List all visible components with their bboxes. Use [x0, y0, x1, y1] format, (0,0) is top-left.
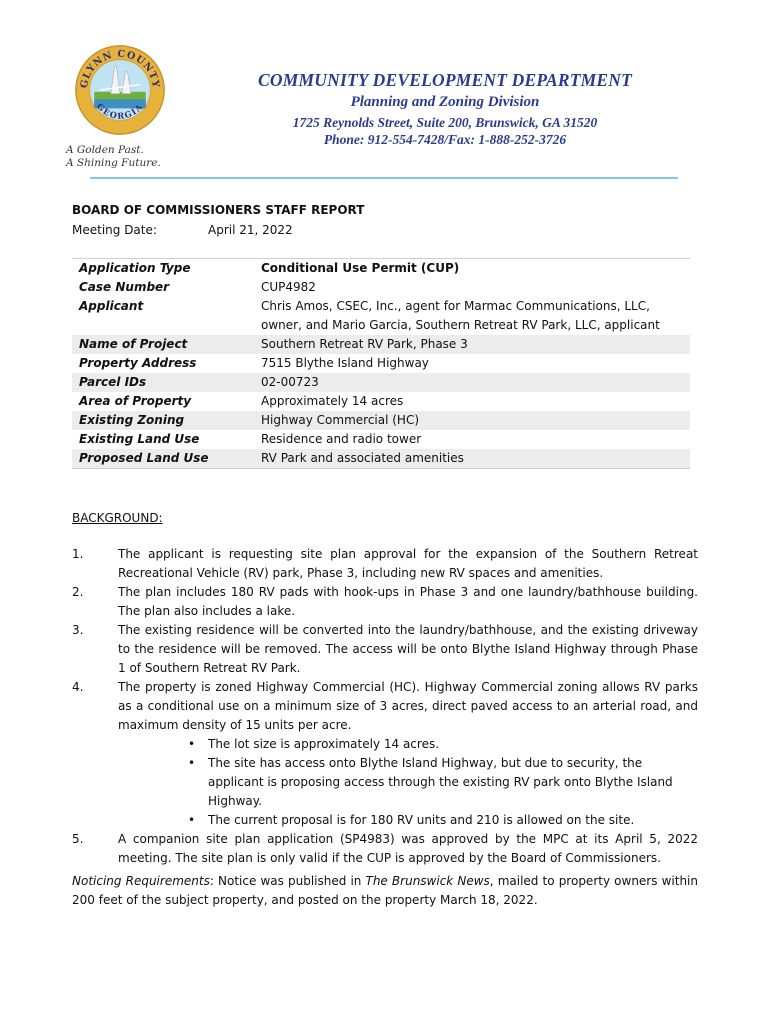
item-text: The property is zoned Highway Commercial (HC). Highway Commercial zoning allows RV parks as a conditional use on a minimum size of 3 acres, direct paved access to an arterial road, and maximum density of 15 units per acre. — [118, 680, 698, 732]
tagline-line-1: A Golden Past. — [66, 144, 144, 156]
info-label: Property Address — [79, 356, 197, 370]
info-label: Proposed Land Use — [72, 449, 254, 469]
background-list — [72, 545, 698, 868]
department-name: COMMUNITY DEVELOPMENT DEPARTMENT — [258, 70, 632, 90]
meeting-date-line — [72, 223, 293, 237]
info-value: Residence and radio tower — [261, 432, 422, 446]
info-label: Applicant — [79, 299, 144, 313]
table-row — [72, 430, 690, 449]
application-info-table — [72, 258, 690, 469]
seal-bottom-text: GEORGIA — [94, 101, 146, 121]
info-value: Southern Retreat RV Park, Phase 3 — [254, 335, 690, 354]
list-item — [72, 830, 698, 868]
notice-text-1: : Notice was published in — [209, 874, 366, 888]
table-row — [72, 392, 690, 411]
info-label: Application Type — [72, 259, 254, 279]
notice-label: Noticing Requirements — [72, 874, 210, 888]
county-tagline — [66, 144, 161, 170]
info-label: Existing Land Use — [79, 432, 200, 446]
table-row — [72, 354, 690, 373]
division-name: Planning and Zoning Division — [350, 94, 540, 110]
info-value: RV Park and associated amenities — [254, 449, 690, 469]
item-text: A companion site plan application (SP4983) was approved by the MPC at its April 5, 2022 meeting. The site plan is only valid if the CUP is approved by the Board of Commissioners. — [118, 832, 698, 865]
table-row — [72, 373, 690, 392]
table-row — [72, 259, 690, 279]
table-row — [72, 335, 690, 354]
info-value: 7515 Blythe Island Highway — [261, 356, 429, 370]
table-row — [72, 278, 690, 297]
table-row — [72, 297, 690, 335]
item-text: The plan includes 180 RV pads with hook-ups in Phase 3 and one laundry/bathhouse building. The plan also includes a lake. — [118, 585, 698, 618]
header-divider — [90, 177, 678, 179]
info-value: Conditional Use Permit (CUP) — [254, 259, 690, 279]
list-item — [72, 583, 698, 621]
seal-top-text: GLYNN COUNTY — [78, 48, 162, 89]
background-heading: BACKGROUND: — [72, 511, 163, 525]
list-item — [72, 678, 698, 830]
zoning-criteria-bullets — [118, 735, 698, 830]
bullet-item: • The lot size is approximately 14 acres. — [118, 735, 698, 754]
bullet-item: • The current proposal is for 180 RV units and 210 is allowed on the site. — [118, 811, 698, 830]
item-number: 2. — [72, 585, 84, 599]
publication-name: The Brunswick News — [365, 874, 490, 888]
info-label: Name of Project — [72, 335, 254, 354]
table-row — [72, 449, 690, 469]
table-row — [72, 411, 690, 430]
item-text: The existing residence will be converted into the laundry/bathhouse, and the existing driveway to the residence will be removed. The access will be onto Blythe Island Highway through Phase 1 of Southern Retreat RV Park. — [118, 623, 698, 675]
department-heading — [240, 70, 650, 148]
item-number: 5. — [72, 832, 84, 846]
tagline-line-2: A Shining Future. — [66, 157, 161, 169]
department-phone: Phone: 912-554-7428/Fax: 1-888-252-3726 — [323, 132, 567, 147]
info-label: Case Number — [79, 280, 170, 294]
glynn-county-seal-logo — [74, 44, 166, 136]
info-value: CUP4982 — [261, 280, 316, 294]
info-label: Area of Property — [79, 394, 192, 408]
notice-text-2: , mailed to property owners within 200 feet of the subject property, and posted on the property March 18, 2022. — [72, 874, 698, 907]
info-value: 02-00723 — [254, 373, 690, 392]
list-item — [72, 621, 698, 678]
meeting-date-value: April 21, 2022 — [208, 223, 293, 237]
meeting-date-label: Meeting Date: — [72, 223, 157, 237]
info-label: Existing Zoning — [72, 411, 254, 430]
info-value: Approximately 14 acres — [261, 394, 404, 408]
item-number: 1. — [72, 547, 84, 561]
info-label: Parcel IDs — [72, 373, 254, 392]
noticing-requirements — [72, 872, 698, 910]
item-text: The applicant is requesting site plan approval for the expansion of the Southern Retreat Recreational Vehicle (RV) park, Phase 3, including new RV spaces and amenities. — [118, 547, 698, 580]
report-title: BOARD OF COMMISSIONERS STAFF REPORT — [72, 203, 365, 217]
item-number: 3. — [72, 623, 84, 637]
bullet-item: • The site has access onto Blythe Island Highway, but due to security, the applicant is proposing access through the existing RV park onto Blythe Island Highway. — [118, 754, 698, 811]
info-value: Chris Amos, CSEC, Inc., agent for Marmac Communications, LLC, owner, and Mario Garcia, Southern Retreat RV Park, LLC, applicant — [261, 299, 660, 332]
department-address: 1725 Reynolds Street, Suite 200, Brunswick, GA 31520 — [292, 115, 598, 130]
info-value: Highway Commercial (HC) — [254, 411, 690, 430]
list-item — [72, 545, 698, 583]
item-number: 4. — [72, 680, 84, 694]
